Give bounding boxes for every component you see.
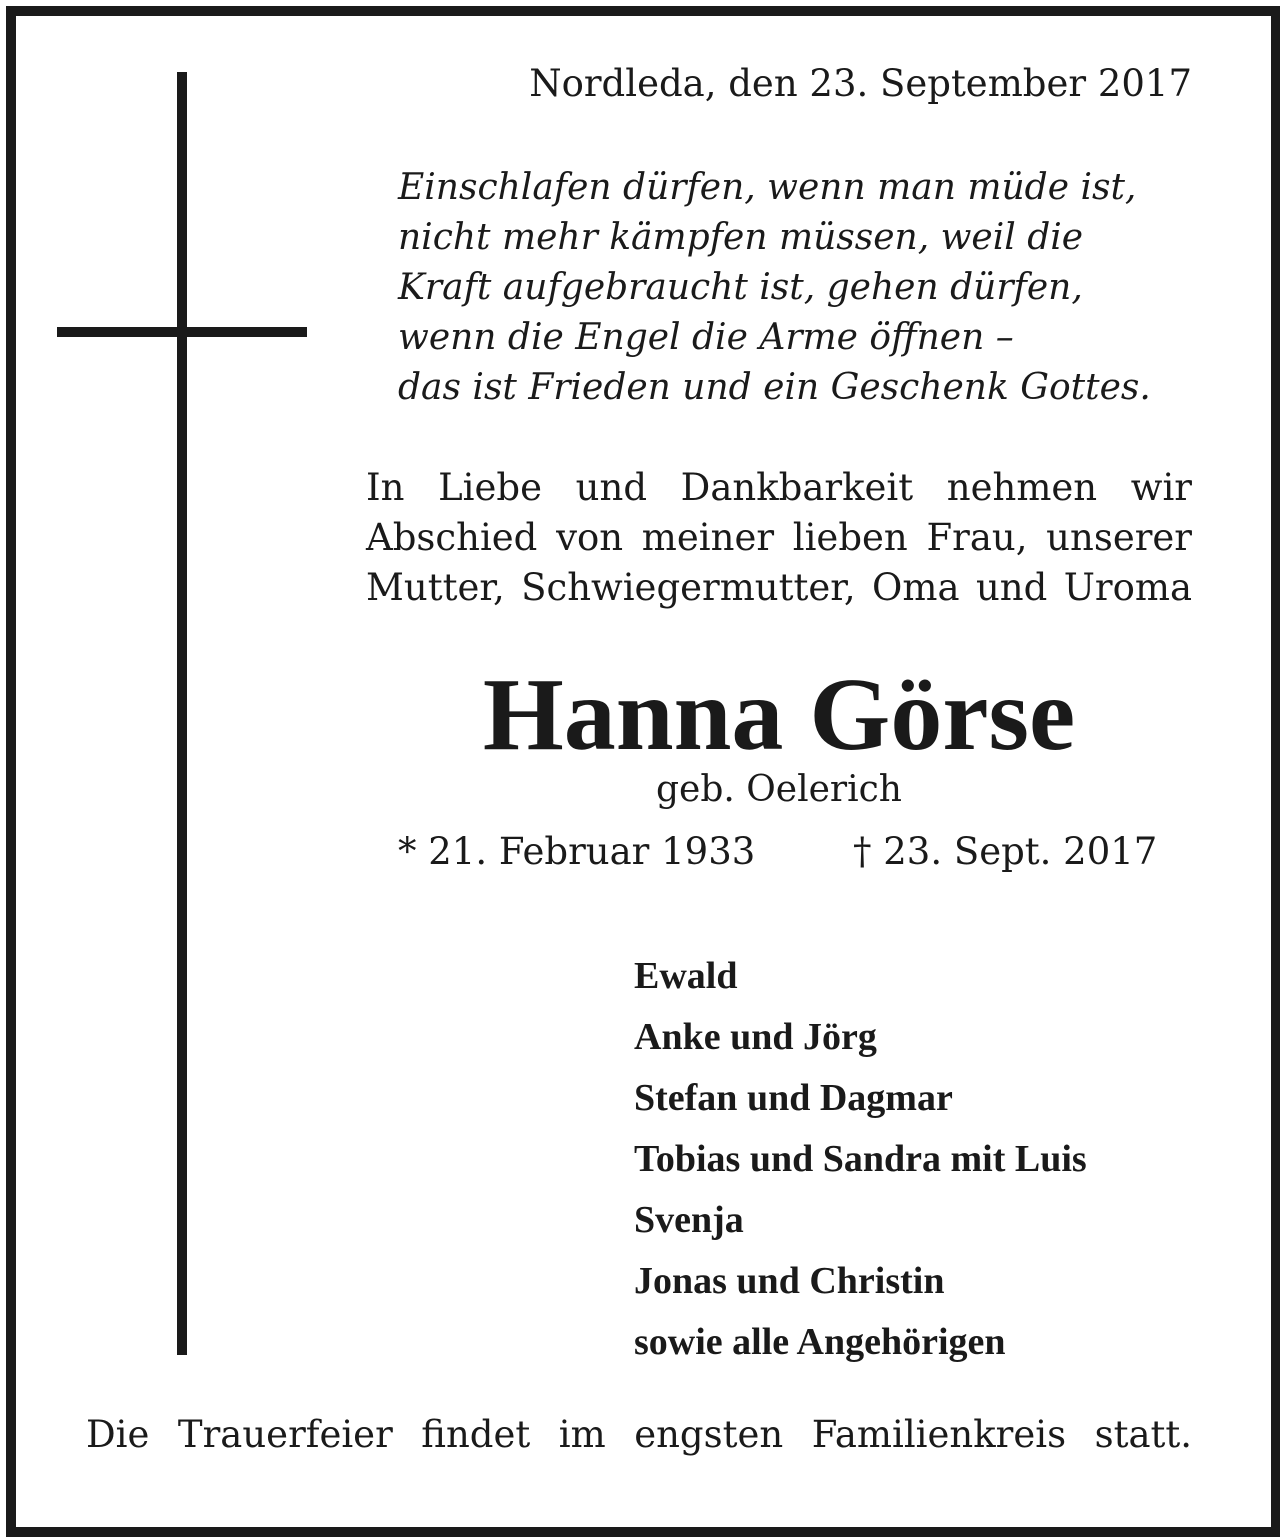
intro-line: In Liebe und Dankbarkeit nehmen wir bbox=[366, 466, 1192, 509]
cross-vertical-bar bbox=[177, 72, 187, 1355]
poem bbox=[398, 163, 1151, 413]
mourner-entry: sowie alle Angehörigen bbox=[634, 1321, 1006, 1363]
intro-line: Abschied von meiner lieben Frau, unserer bbox=[366, 516, 1192, 559]
poem-line: das ist Frieden und ein Geschenk Gottes. bbox=[398, 367, 1151, 408]
mourner-entry: Jonas und Christin bbox=[634, 1260, 945, 1302]
mourners-list bbox=[634, 946, 1087, 1373]
intro-text bbox=[366, 463, 1192, 613]
poem-line: wenn die Engel die Arme öffnen – bbox=[398, 317, 1014, 358]
mourner-entry: Svenja bbox=[634, 1199, 744, 1241]
cross-horizontal-bar bbox=[57, 327, 307, 337]
birth-date: * 21. Februar 1933 bbox=[398, 830, 756, 873]
mourner-entry: Anke und Jörg bbox=[634, 1016, 877, 1058]
place-date: Nordleda, den 23. September 2017 bbox=[529, 62, 1192, 105]
intro-line: Mutter, Schwiegermutter, Oma und Uroma bbox=[366, 566, 1192, 609]
maiden-name: geb. Oelerich bbox=[656, 769, 902, 810]
poem-line: nicht mehr kämpfen müssen, weil die bbox=[398, 217, 1084, 258]
deceased-name: Hanna Görse bbox=[482, 657, 1076, 772]
mourner-entry: Ewald bbox=[634, 955, 738, 997]
mourner-entry: Tobias und Sandra mit Luis bbox=[634, 1138, 1087, 1180]
poem-line: Einschlafen dürfen, wenn man müde ist, bbox=[398, 167, 1137, 208]
poem-line: Kraft aufgebraucht ist, gehen dürfen, bbox=[398, 267, 1083, 308]
mourner-entry: Stefan und Dagmar bbox=[634, 1077, 953, 1119]
funeral-note: Die Trauerfeier findet im engsten Familienkreis statt. bbox=[86, 1413, 1192, 1456]
death-date: † 23. Sept. 2017 bbox=[853, 830, 1158, 873]
